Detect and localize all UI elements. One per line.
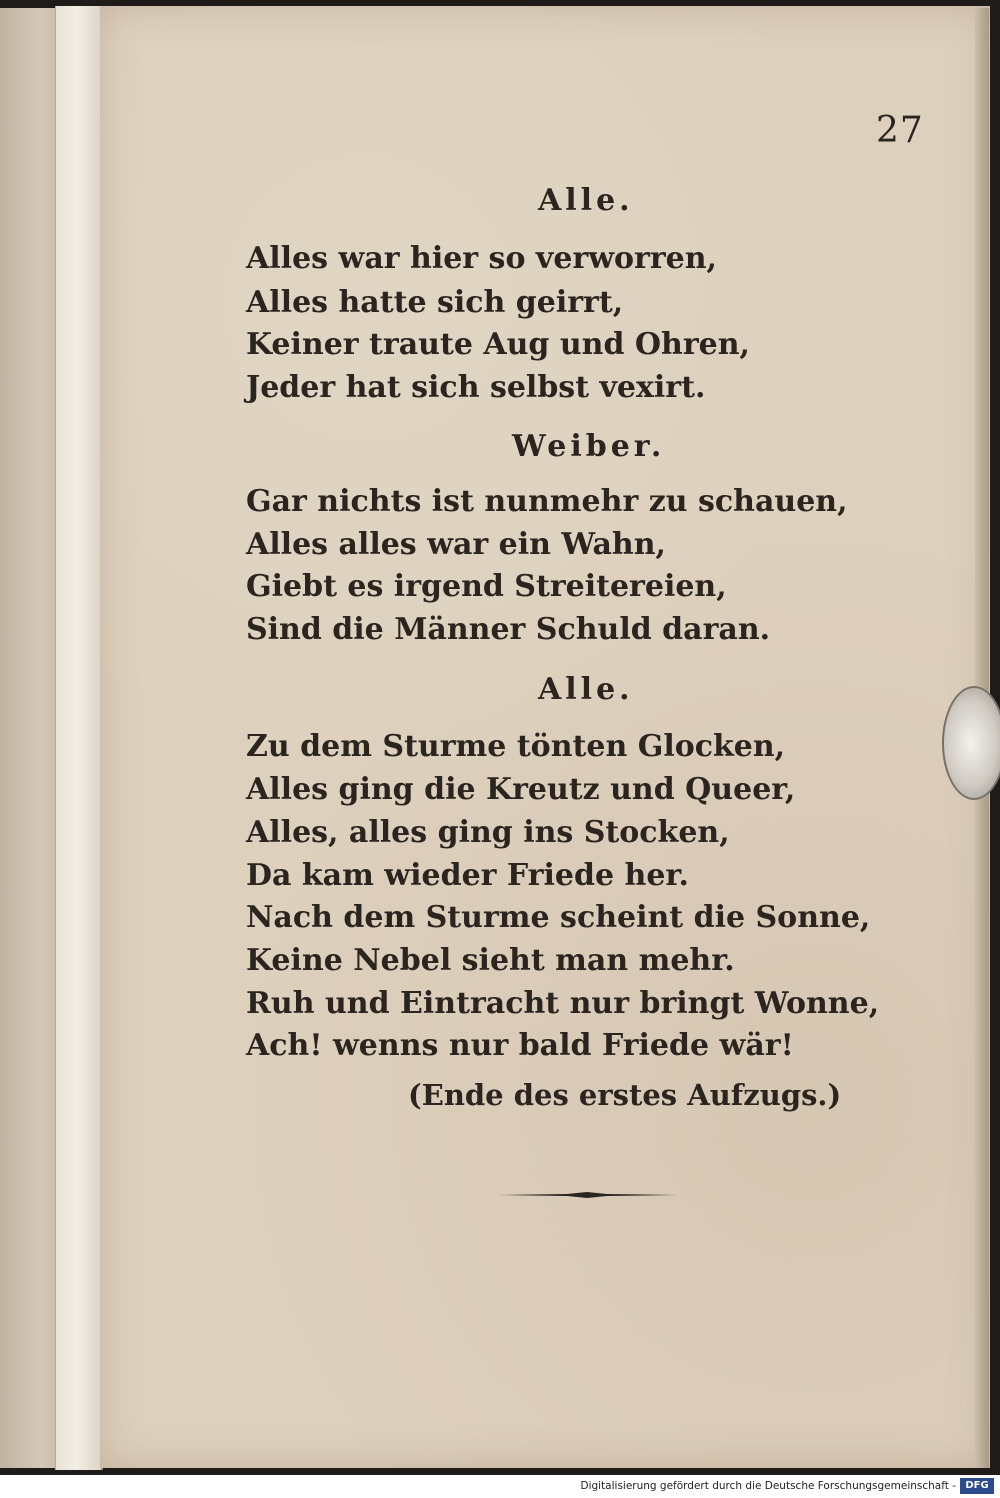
verse-line: Jeder hat sich selbst vexirt. xyxy=(246,370,706,405)
verse-line: Da kam wieder Friede her. xyxy=(246,858,689,893)
page-number: 27 xyxy=(876,110,924,151)
verse-line: Sind die Männer Schuld daran. xyxy=(246,612,771,647)
verse-line: Giebt es irgend Streitereien, xyxy=(246,569,727,604)
verse-line: Ruh und Eintracht nur bringt Wonne, xyxy=(246,986,880,1021)
verse-line: Alles ging die Kreutz und Queer, xyxy=(246,772,796,807)
ornamental-rule xyxy=(497,1191,677,1199)
page-clip xyxy=(942,686,1000,800)
verse-line: Keine Nebel sieht man mehr. xyxy=(246,943,735,978)
dfg-logo-icon: DFG xyxy=(960,1478,994,1494)
verse-line: Alles war hier so verworren, xyxy=(246,241,718,276)
footer-bar xyxy=(0,1475,1000,1498)
verse-line: Zu dem Sturme tönten Glocken, xyxy=(246,729,786,764)
book-spine xyxy=(55,6,103,1470)
verse-line: Ach! wenns nur bald Friede wär! xyxy=(246,1028,794,1063)
verse-line: Alles hatte sich geirrt, xyxy=(246,285,624,320)
end-of-act-note: (Ende des erstes Aufzugs.) xyxy=(408,1078,842,1112)
speaker-heading: Alle. xyxy=(538,672,634,707)
verse-line: Nach dem Sturme scheint die Sonne, xyxy=(246,900,871,935)
speaker-heading: Alle. xyxy=(538,183,634,218)
verse-line: Gar nichts ist nunmehr zu schauen, xyxy=(246,484,848,519)
verse-line: Alles, alles ging ins Stocken, xyxy=(246,815,730,850)
footer-credit: Digitalisierung gefördert durch die Deutsche Forschungsgemeinschaft - xyxy=(580,1480,956,1492)
previous-page-edge xyxy=(0,8,58,1468)
verse-line: Keiner traute Aug und Ohren, xyxy=(246,327,750,362)
verse-line: Alles alles war ein Wahn, xyxy=(246,527,666,562)
speaker-heading: Weiber. xyxy=(512,429,666,464)
